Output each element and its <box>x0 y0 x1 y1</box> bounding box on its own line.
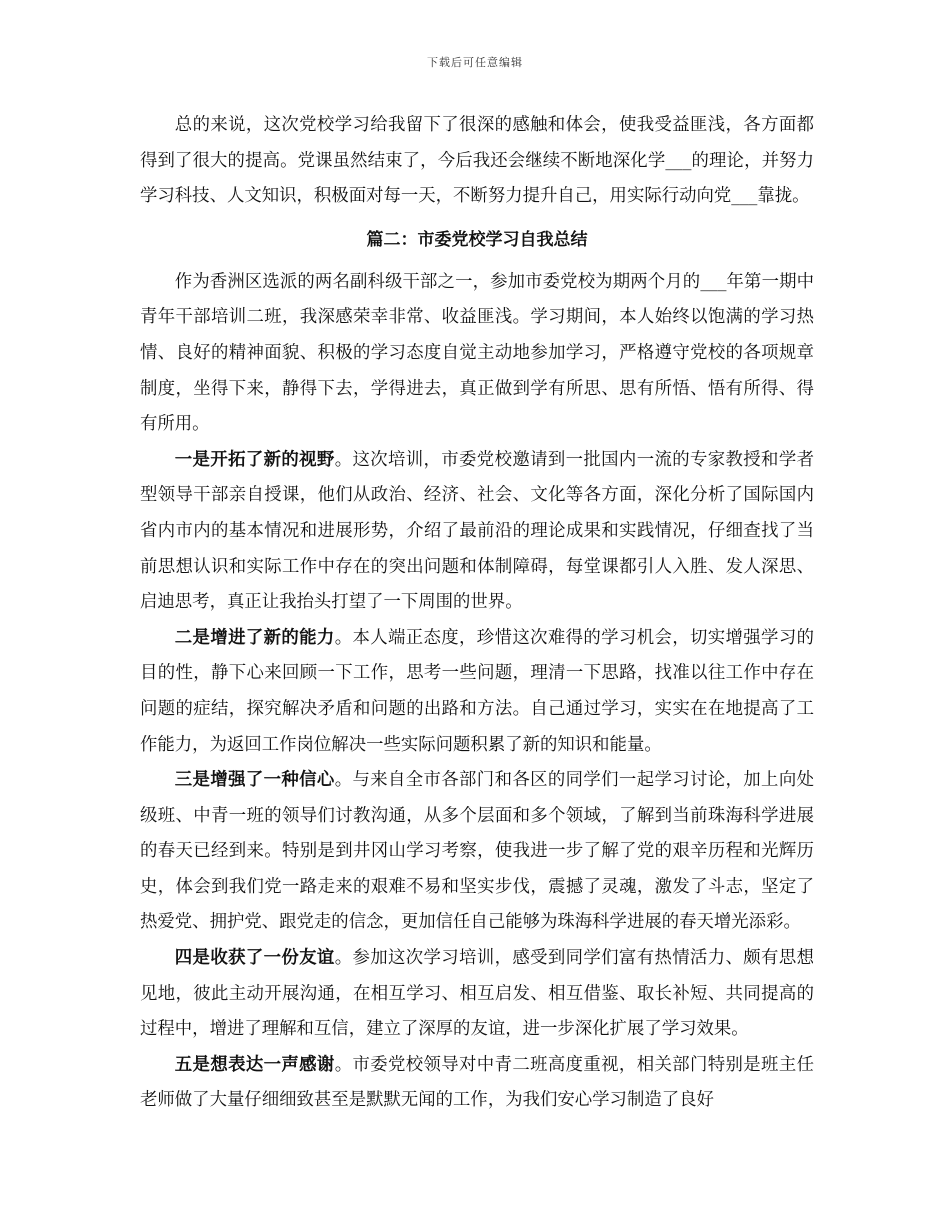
page-header-note: 下载后可任意编辑 <box>427 56 523 69</box>
point-text-2: 。本人端正态度，珍惜这次难得的学习机会，切实增强学习的目的性，静下心来回顾一下工作，思考一些问题，理清一下思路，找准以往工作中存在问题的症结，探究解决矛盾和问题的出路和方法。自己通过学习，实实在在地提高了工作能力，为返回工作岗位解决一些实际问题积累了新的知识和能量。 <box>140 627 814 755</box>
point-lead-2: 二是增进了新的能力 <box>174 627 335 648</box>
point-lead-3: 三是增强了一种信心 <box>174 770 335 791</box>
point-lead-4: 四是收获了一份友谊 <box>174 948 335 969</box>
point-paragraph-2 <box>140 621 814 763</box>
point-text-5: 。市委党校领导对中青二班高度重视，相关部门特别是班主任老师做了大量仔细细致甚至是默默无闻的工作，为我们安心学习制造了良好 <box>140 1054 814 1111</box>
section-title: 篇二：市委党校学习自我总结 <box>366 229 588 250</box>
point-text-4: 。参加这次学习培训，感受到同学们富有热情活力、颇有思想见地，彼此主动开展沟通，在相互学习、相互启发、相互借鉴、取长补短、共同提高的过程中，增进了理解和互信，建立了深厚的友谊，进一步深化扩展了学习效果。 <box>140 948 814 1040</box>
document-body <box>140 108 814 1119</box>
point-paragraph-4 <box>140 941 814 1048</box>
point-text-3: 。与来自全市各部门和各区的同学们一起学习讨论，加上向处级班、中青一班的领导们讨教沟通，从多个层面和多个领域，了解到当前珠海科学进展的春天已经到来。特别是到井冈山学习考察，使我进一步了解了党的艰辛历程和光辉历史，体会到我们党一路走来的艰难不易和坚实步伐，震撼了灵魂，激发了斗志，坚定了热爱党、拥护党、跟党走的信念，更加信任自己能够为珠海科学进展的春天增光添彩。 <box>140 770 814 933</box>
intro-paragraph: 总的来说，这次党校学习给我留下了很深的感触和体会，使我受益匪浅，各方面都得到了很大的提高。党课虽然结束了，今后我还会继续不断地深化学___的理论，并努力学习科技、人文知识，积极面对每一天，不断努力提升自己，用实际行动向党___靠拢。 <box>140 115 814 207</box>
opening-paragraph: 作为香洲区选派的两名副科级干部之一，参加市委党校为期两个月的___年第一期中青年干部培训二班，我深感荣幸非常、收益匪浅。学习期间，本人始终以饱满的学习热情、良好的精神面貌、积极的学习态度自觉主动地参加学习，严格遵守党校的各项规章制度，坐得下来，静得下去，学得进去，真正做到学有所思、思有所悟、悟有所得、得有所用。 <box>140 271 814 435</box>
point-lead-1: 一是开拓了新的视野 <box>174 449 335 470</box>
point-paragraph-5 <box>140 1048 814 1119</box>
point-paragraph-1 <box>140 443 814 621</box>
point-paragraph-3 <box>140 763 814 941</box>
point-text-1: 。这次培训，市委党校邀请到一批国内一流的专家教授和学者型领导干部亲自授课，他们从政治、经济、社会、文化等各方面，深化分析了国际国内省内市内的基本情况和进展形势，介绍了最前沿的理论成果和实践情况，仔细查找了当前思想认识和实际工作中存在的突出问题和体制障碍，每堂课都引人入胜、发人深思、启迪思考，真正让我抬头打望了一下周围的世界。 <box>140 449 814 613</box>
point-lead-5: 五是想表达一声感谢 <box>174 1054 335 1075</box>
